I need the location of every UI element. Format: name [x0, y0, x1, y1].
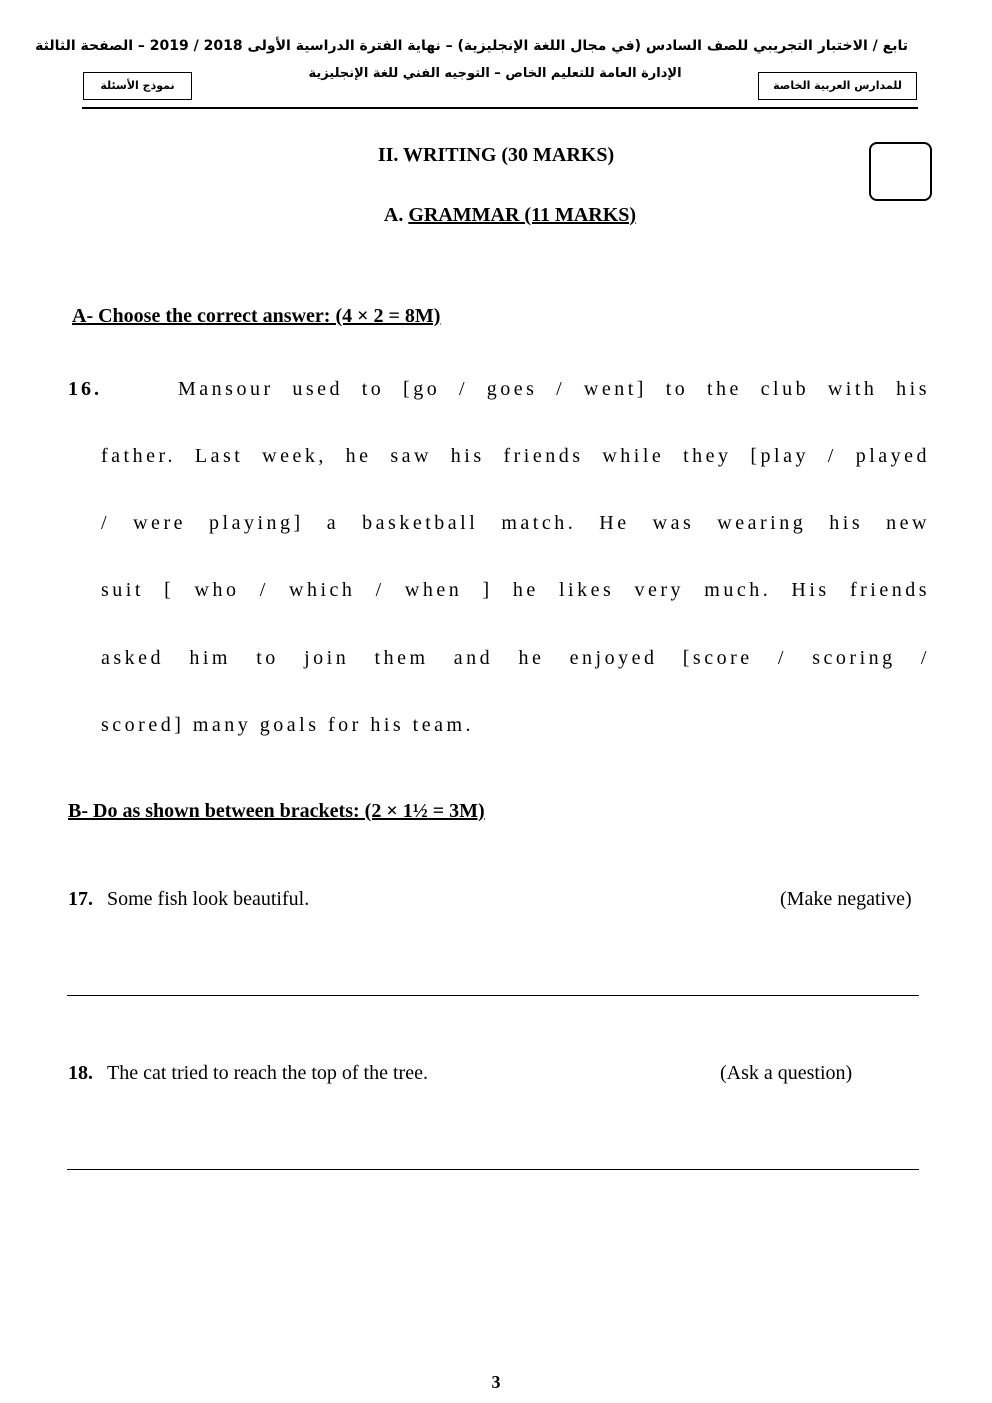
section-b-heading: B- Do as shown between brackets: (2 × 1½ = 3M) [68, 800, 485, 822]
header-divider [82, 107, 918, 109]
question-16-number: 16. [68, 378, 102, 400]
writing-title: II. WRITING (30 MARKS) [377, 144, 615, 166]
question-16-line: asked him to join them and he enjoyed [score / scoring / [101, 647, 930, 669]
schools-label: للمدارس العربية الخاصة [758, 72, 917, 100]
question-18-answer-line[interactable] [67, 1169, 919, 1170]
header-subtitle: الإدارة العامة للتعليم الخاص – التوجيه الفني للغة الإنجليزية [308, 66, 682, 81]
question-17-text: Some fish look beautiful. [107, 888, 310, 910]
question-16-line: / were playing] a basketball match. He was wearing his new [101, 512, 930, 534]
question-model-label: نموذج الأسئلة [83, 72, 192, 100]
question-17-answer-line[interactable] [67, 995, 919, 996]
grammar-title [300, 204, 720, 227]
page-number: 3 [491, 1372, 501, 1392]
score-box[interactable] [869, 142, 932, 201]
header-title: تابع / الاختبار التجريبي للصف السادس (في مجال اللغة الإنجليزية) – نهاية الفترة الدراسية الأولى 2018 / 2019 – الصفحة الثالثة [35, 38, 908, 54]
question-18-instruction: (Ask a question) [720, 1062, 853, 1084]
question-18-number: 18. [68, 1062, 93, 1084]
question-17-number: 17. [68, 888, 93, 910]
question-16-line: scored] many goals for his team. [101, 714, 475, 736]
question-17-instruction: (Make negative) [780, 888, 912, 910]
section-a-heading: A- Choose the correct answer: (4 × 2 = 8M) [72, 305, 441, 327]
question-16-line: Mansour used to [go / goes / went] to the club with his [178, 378, 930, 400]
question-18-text: The cat tried to reach the top of the tree. [107, 1062, 428, 1084]
question-16-line: father. Last week, he saw his friends while they [play / played [101, 445, 930, 467]
grammar-prefix: A. [383, 204, 404, 226]
question-16-line: suit [ who / which / when ] he likes very much. His friends [101, 579, 930, 601]
grammar-heading: GRAMMAR (11 MARKS) [408, 204, 637, 226]
